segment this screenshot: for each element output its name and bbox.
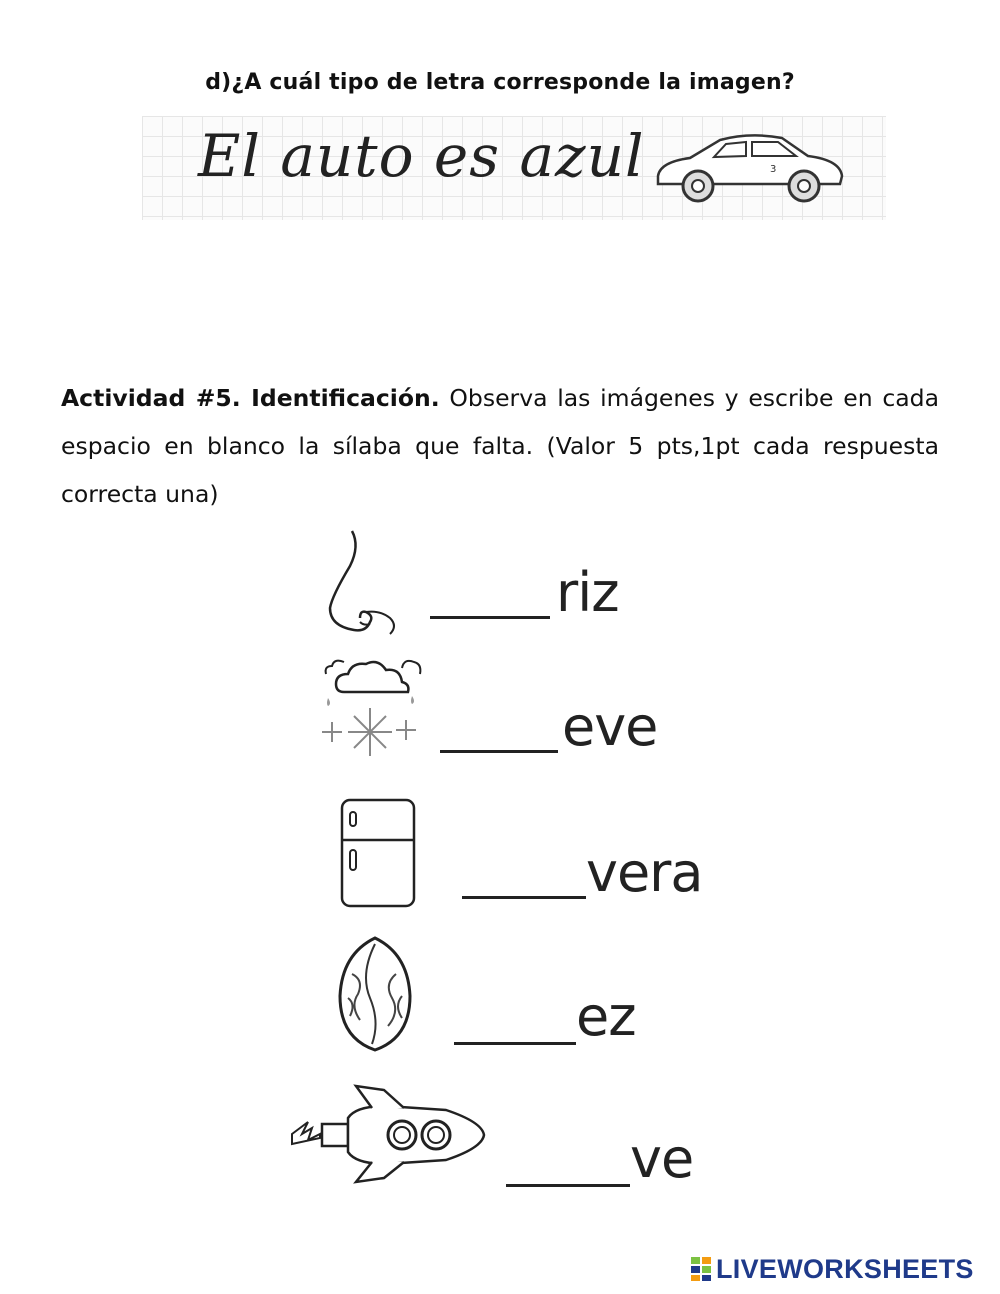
answer-blank[interactable] <box>506 1184 630 1187</box>
answer-blank[interactable] <box>454 1042 576 1045</box>
exercise-row-nuez <box>280 932 750 1052</box>
syllable-suffix: ez <box>576 985 636 1048</box>
svg-text:3: 3 <box>770 164 777 175</box>
snow-cloud-icon <box>318 652 428 772</box>
exercise-row-nave <box>280 1072 750 1192</box>
answer-blank[interactable] <box>462 896 586 899</box>
syllable-suffix: eve <box>562 695 658 758</box>
question-heading: d)¿A cuál tipo de letra corresponde la imagen? <box>205 70 795 95</box>
rocket-icon <box>286 1078 486 1188</box>
exercise-row-nevera <box>280 792 750 912</box>
answer-blank[interactable] <box>440 750 558 753</box>
liveworksheets-branding[interactable] <box>690 1252 974 1286</box>
cursive-sentence: El auto es azul <box>198 122 645 190</box>
answer-blank[interactable] <box>430 616 550 619</box>
nose-icon <box>320 526 410 641</box>
liveworksheets-logo-icon <box>690 1256 712 1282</box>
activity-instructions: Observa las imágenes y escribe en cada espacio en blanco la sílaba que falta. (Valor 5 pts,1pt cada respuesta correcta una) <box>61 384 939 508</box>
walnut-icon <box>330 934 420 1054</box>
fridge-icon <box>334 796 424 912</box>
car-icon <box>650 126 850 206</box>
syllable-suffix: riz <box>556 561 619 624</box>
activity-paragraph <box>61 374 939 518</box>
exercise-row-nariz <box>280 524 750 644</box>
brand-name: LIVEWORKSHEETS <box>716 1253 974 1284</box>
syllable-suffix: vera <box>586 841 703 904</box>
exercise-row-nieve <box>280 652 750 772</box>
syllable-exercise <box>280 524 750 1214</box>
syllable-suffix: ve <box>630 1127 694 1190</box>
activity-title: Actividad #5. Identificación. <box>61 384 440 412</box>
cursive-sentence-image <box>142 116 886 220</box>
